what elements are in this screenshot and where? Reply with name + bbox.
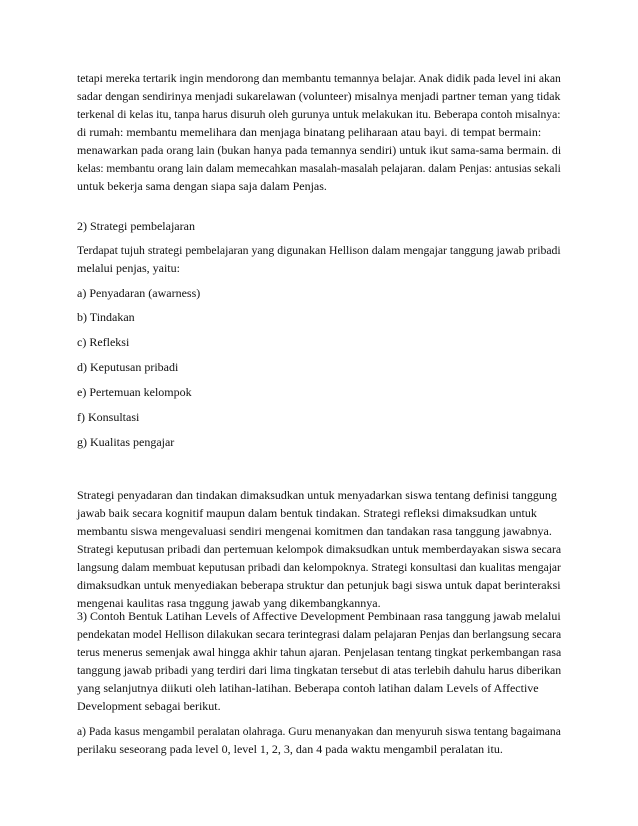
- text-line: mengenai kaulitas rasa tnggung jawab yang dikembangkannya.: [77, 596, 381, 610]
- text-line: di rumah: membantu memelihara dan menjaga binatang peliharaan atau bayi. di tempat bermain:: [77, 125, 542, 139]
- text-line: tetapi mereka tertarik ingin mendorong dan membantu temannya belajar. Anak didik pada level ini akan: [77, 71, 561, 85]
- list-item: c) Refleksi: [77, 335, 130, 349]
- text-line: menawarkan pada orang lain (bukan hanya pada temannya sendiri) untuk ikut sama-sama bermain. di: [77, 143, 562, 157]
- text-line: terus menerus semenjak awal hingga akhir tahun ajaran. Penjelasan tentang tingkat perkembangan rasa: [77, 645, 562, 659]
- text-line: terkenal di kelas itu, tanpa harus disuruh oleh gurunya untuk melakukan itu. Beberapa contoh misalnya:: [77, 107, 561, 121]
- text-line: pendekatan model Hellison dilakukan secara terintegrasi dalam pelajaran Penjas dan berlangsung secara: [77, 627, 562, 641]
- text-line: Strategi penyadaran dan tindakan dimaksudkan untuk menyadarkan siswa tentang definisi tanggung: [77, 488, 557, 502]
- list-item: a) Penyadaran (awarness): [77, 286, 201, 300]
- text-line: dimaksudkan untuk menyediakan beberapa struktur dan petunjuk bagi siswa untuk dapat berinteraksi: [77, 578, 561, 592]
- text-line: melalui penjas, yaitu:: [77, 261, 180, 275]
- section-heading: 2) Strategi pembelajaran: [77, 219, 195, 233]
- list-item: g) Kualitas pengajar: [77, 435, 175, 449]
- text-line: Strategi keputusan pribadi dan pertemuan kelompok dimaksudkan untuk memberdayakan siswa secara: [77, 542, 562, 556]
- text-line: kelas: membantu orang lain dalam memecahkan masalah-masalah pelajaran. dalam Penjas: antusias sekali: [77, 161, 561, 175]
- text-line: jawab baik secara kognitif maupun dalam bentuk tindakan. Strategi refleksi dimaksudkan untuk: [77, 506, 537, 520]
- list-item: f) Konsultasi: [77, 410, 140, 424]
- text-line: langsung dalam membuat keputusan pribadi dan kelompoknya. Strategi konsultasi dan kualitas mengajar: [77, 560, 561, 574]
- list-item: b) Tindakan: [77, 310, 135, 324]
- text-line: tanggung jawab pribadi yang terdiri dari lima tingkatan tersebut di atas terlebih dahulu harus diberikan: [77, 663, 562, 677]
- text-line: a) Pada kasus mengambil peralatan olahraga. Guru menanyakan dan menyuruh siswa tentang bagaimana: [77, 724, 561, 738]
- text-line: untuk bekerja sama dengan siapa saja dalam Penjas.: [77, 179, 327, 193]
- text-line: sadar dengan sendirinya menjadi sukarelawan (volunteer) misalnya menjadi partner teman yang tidak: [77, 89, 561, 103]
- text-line: membantu siswa mengevaluasi sendiri mengenai komitmen dan tandakan rasa tanggung jawabnya.: [77, 524, 552, 538]
- list-item: e) Pertemuan kelompok: [77, 385, 192, 399]
- text-line: yang selanjutnya diikuti oleh latihan-latihan. Beberapa contoh latihan dalam Levels of Affective: [77, 681, 539, 695]
- text-line: Development sebagai berikut.: [77, 699, 221, 713]
- text-line: Terdapat tujuh strategi pembelajaran yang digunakan Hellison dalam mengajar tanggung jawab pribadi: [77, 243, 561, 257]
- list-item: d) Keputusan pribadi: [77, 360, 179, 374]
- text-line: 3) Contoh Bentuk Latihan Levels of Affective Development Pembinaan rasa tanggung jawab melalui: [77, 609, 561, 623]
- text-line: perilaku seseorang pada level 0, level 1, 2, 3, dan 4 pada waktu mengambil peralatan itu.: [77, 742, 503, 756]
